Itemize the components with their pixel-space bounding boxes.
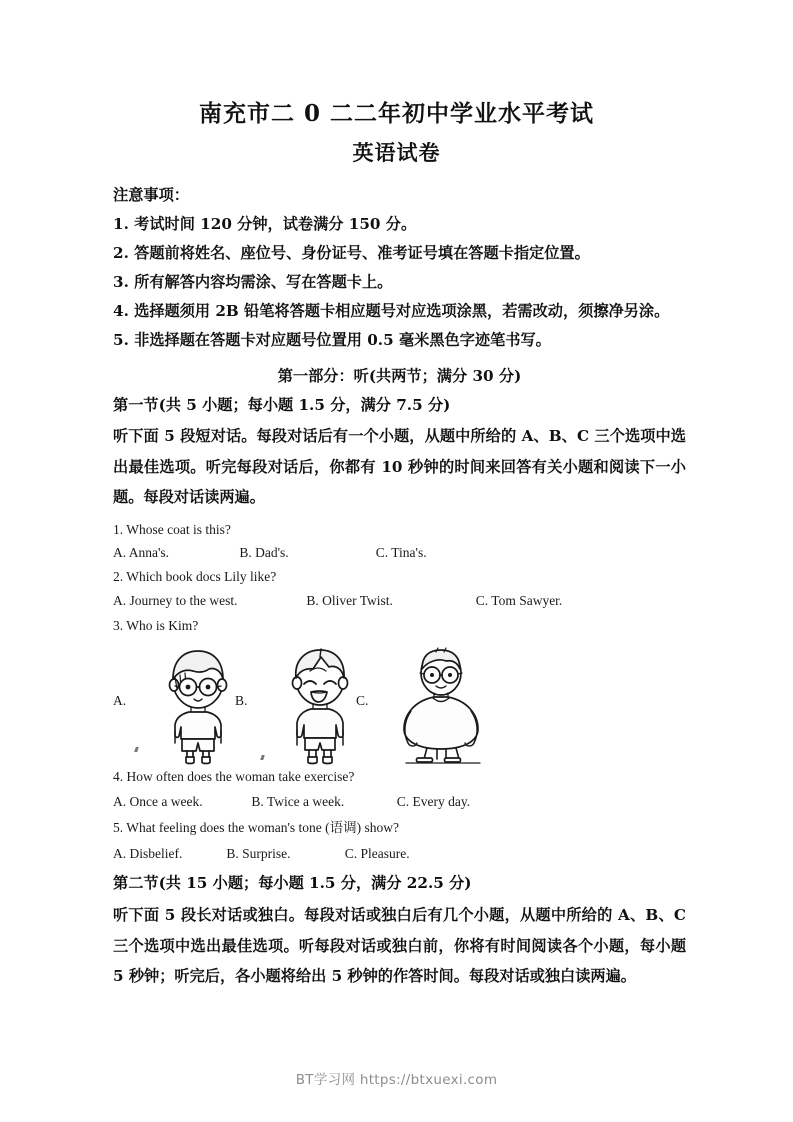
question-3-stem: Who is Kim? — [126, 618, 199, 633]
question-1-options — [113, 544, 733, 562]
notice-heading: 注意事项： — [113, 186, 189, 204]
question-3-picture-options — [113, 645, 693, 770]
question-3-number: 3. — [113, 618, 124, 633]
section-two-instructions: 听下面 5 段长对话或独白。每段对话或独白后有几个小题，从题中所给的 A、B、C 三个选项中选出最佳选项。听每段对话或独白前，你将有时间阅读各个小题，每小题 5 秒钟；听完后，各小题将给出 5 秒钟的作答时间。每段对话或独白读两遍。 — [113, 906, 686, 985]
question-2-option-a[interactable]: A. Journey to the west. — [113, 593, 238, 608]
page-subtitle: 英语试卷 — [352, 140, 441, 165]
question-3-option-c-label: C. — [356, 693, 369, 708]
question-4-option-b[interactable]: B. Twice a week. — [251, 794, 345, 809]
heavyset-person-with-glasses-icon — [384, 645, 499, 767]
section-one-heading: 第一节(共 5 小题；每小题 1.5 分，满分 7.5 分) — [113, 396, 451, 414]
page-title: 南充市二 0 二二年初中学业水平考试 — [198, 100, 595, 127]
site-watermark: BT学习网 https://btxuexi.com — [295, 1072, 498, 1088]
notice-item-4: 4. 选择题须用 2B 铅笔将答题卡相应题号对应选项涂黑，若需改动，须擦净另涂。 — [113, 302, 670, 320]
section-one-instructions: 听下面 5 段短对话。每段对话后有一个小题，从题中所给的 A、B、C 三个选项中选出最佳选项。听完每段对话后，你都有 10 秒钟的时间来回答有关小题和阅读下一小题。每段对话读两遍。 — [113, 427, 686, 506]
question-1-number: 1. — [113, 522, 124, 537]
question-4-options — [113, 793, 733, 811]
section-two-heading: 第二节(共 15 小题；每小题 1.5 分，满分 22.5 分) — [113, 874, 472, 892]
question-1-text — [113, 521, 713, 539]
question-5-option-c[interactable]: C. Pleasure. — [344, 846, 410, 861]
question-3-text — [113, 617, 713, 635]
question-3-option-b-label: B. — [235, 693, 248, 708]
question-5-number: 5. — [113, 820, 124, 835]
notice-list — [113, 210, 686, 355]
question-5-option-a[interactable]: A. Disbelief. — [113, 846, 183, 861]
question-2-option-c[interactable]: C. Tom Sawyer. — [475, 593, 563, 608]
question-4-stem: How often does the woman take exercise? — [126, 769, 355, 784]
question-4-option-c[interactable]: C. Every day. — [396, 794, 471, 809]
question-4-option-a[interactable]: A. Once a week. — [113, 794, 203, 809]
question-3-option-a-label: A. — [113, 693, 127, 708]
question-1-option-a[interactable]: A. Anna's. — [113, 545, 170, 560]
question-2-option-b[interactable]: B. Oliver Twist. — [306, 593, 393, 608]
question-1-option-c[interactable]: C. Tina's. — [375, 545, 427, 560]
question-1-option-b[interactable]: B. Dad's. — [239, 545, 289, 560]
scan-speck — [134, 747, 139, 752]
question-2-stem: Which book docs Lily like? — [126, 569, 277, 584]
notice-item-1: 1. 考试时间 120 分钟，试卷满分 150 分。 — [113, 215, 417, 233]
question-1-stem: Whose coat is this? — [126, 522, 231, 537]
question-5-option-b[interactable]: B. Surprise. — [226, 846, 291, 861]
question-5-text — [113, 819, 713, 837]
notice-item-5: 5. 非选择题在答题卡对应题号位置用 0.5 毫米黑色字迹笔书写。 — [113, 331, 551, 349]
question-3-option-c[interactable] — [356, 645, 506, 770]
question-2-text — [113, 568, 713, 586]
part-one-heading: 第一部分：听(共两节；满分 30 分) — [277, 367, 522, 385]
question-2-options — [113, 592, 733, 610]
question-5-options — [113, 845, 733, 863]
question-4-text — [113, 768, 713, 786]
question-2-number: 2. — [113, 569, 124, 584]
question-5-stem: What feeling does the woman's tone (语调) show? — [126, 820, 400, 835]
notice-item-3: 3. 所有解答内容均需涂、写在答题卡上。 — [113, 273, 393, 291]
notice-item-2: 2. 答题前将姓名、座位号、身份证号、准考证号填在答题卡指定位置。 — [113, 244, 590, 262]
question-4-number: 4. — [113, 769, 124, 784]
